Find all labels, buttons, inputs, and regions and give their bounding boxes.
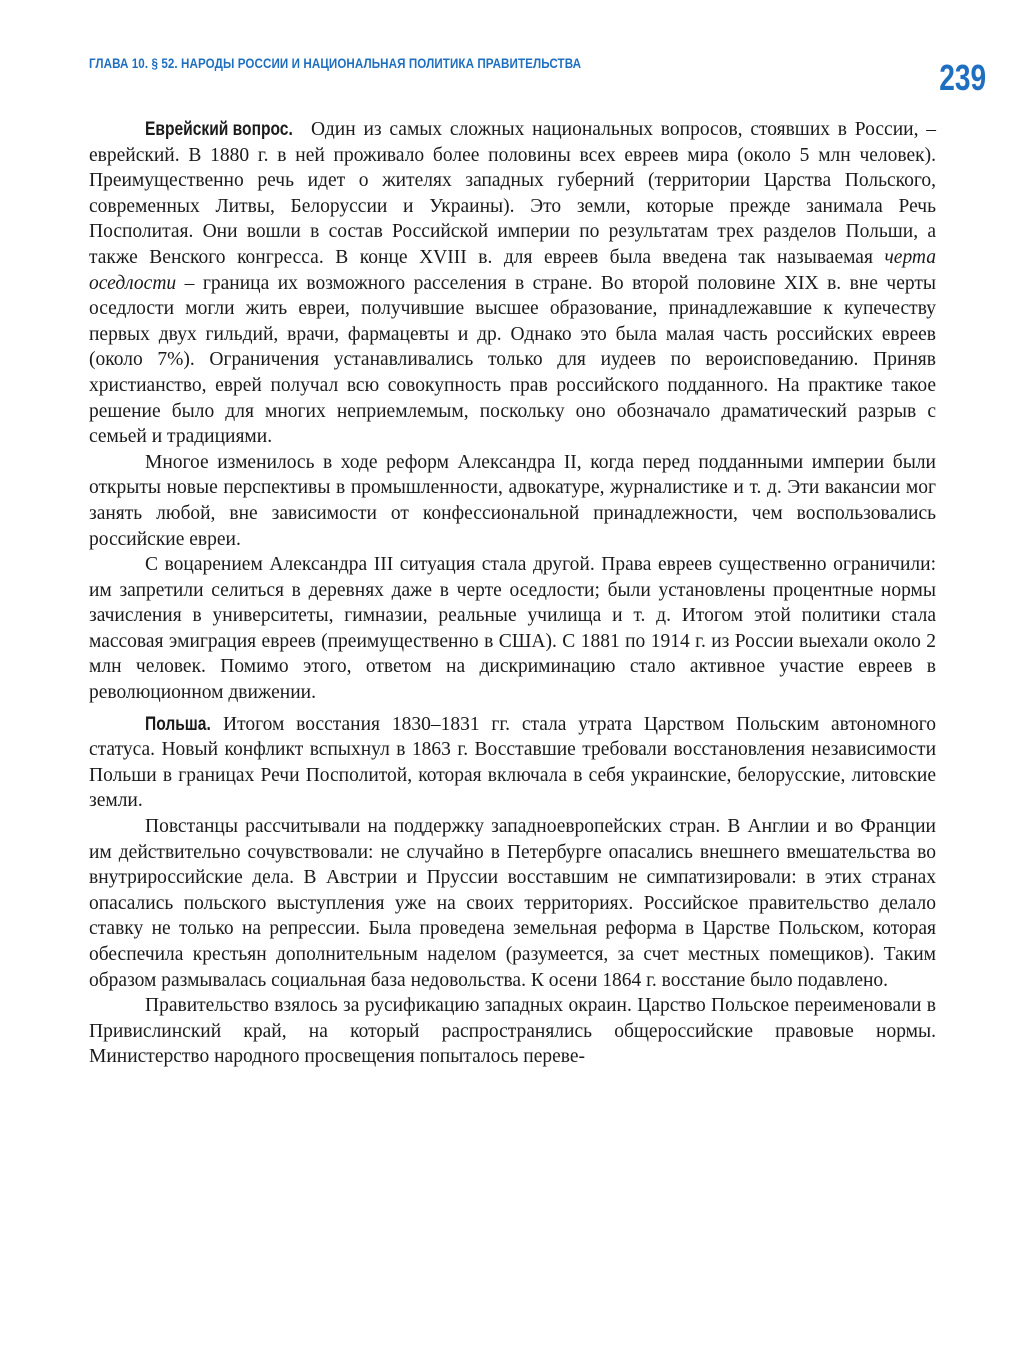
section-heading-poland: Польша.: [145, 713, 211, 735]
term-pale-of-settlement: черта оседлости: [89, 246, 937, 294]
paragraph-text: Итогом восстания 1830–1831 гг. стала утрата Царством Польским автономного статуса. Новый конфликт вспыхнул в 1863 г. Восставшие требовали восстановления независимости Польши в границах Речи Посполитой, которая включала в себя украинские, белорусские, литовские земли.: [89, 713, 936, 812]
page-number: 239: [939, 57, 986, 98]
paragraph-text: – граница их возможного расселения в стране. Во второй половине XIX в. вне черты оседлости могли жить евреи, получившие высшее образование, принадлежавшие к купечеству первых двух гильдий, врачи, фармацевты и др. Однако это была малая часть российских евреев (около 7%). Ограничения устанавливались только для иудеев по вероисповеданию. Приняв христианство, еврей получал всю совокупность прав российского подданного. На практике такое решение было для многих неприемлемым, поскольку оно обозначало драматический разрыв с семьей и традициями.: [89, 272, 937, 448]
paragraph: [89, 117, 936, 450]
running-header: ГЛАВА 10. § 52. НАРОДЫ РОССИИ И НАЦИОНАЛЬНАЯ ПОЛИТИКА ПРАВИТЕЛЬСТВА: [89, 56, 582, 71]
paragraph-text: Один из самых сложных национальных вопросов, стоявших в России, – еврейский. В 1880 г. в ней проживало более половины всех евреев мира (около 5 млн человек). Преимущественно речь идет о жителях западных губерний (территории Царства Польского, современных Литвы, Белоруссии и Украины). Это земли, которые прежде занимала Речь Посполитая. Они вошли в состав Российской империи по результатам трех разделов Польши, а также Венского конгресса. В конце XVIII в. для евреев была введена так называемая: [89, 119, 936, 268]
paragraph: Правительство взялось за русификацию западных окраин. Царство Польское переименовали в Привислинский край, на который распространялись общероссийские правовые нормы. Министерство народного просвещения попыталось переве-: [89, 995, 936, 1068]
page-body: [89, 117, 936, 1070]
paragraph: Повстанцы рассчитывали на поддержку западноевропейских стран. В Англии и во Франции им действительно сочувствовали: не случайно в Петербурге опасались внешнего вмешательства во внутрироссийские дела. В Австрии и Пруссии восставшим не симпатизировали: в этих странах опасались польского выступления уже на своих территориях. Российское правительство делало ставку не только на репрессии. Была проведена земельная реформа в Царстве Польском, которая обеспечила крестьян дополнительным наделом (разумеется, за счет местных помещиков). Таким образом размывалась социальная база недовольства. К осени 1864 г. восстание было подавлено.: [89, 816, 936, 991]
paragraph: Многое изменилось в ходе реформ Александра II, когда перед подданными империи были открыты новые перспективы в промышленности, адвокатуре, журналистике и т. д. Эти вакансии мог занять любой, вне зависимости от конфессиональной принадлежности, чем воспользовались российские евреи.: [89, 451, 936, 550]
paragraph: С воцарением Александра III ситуация стала другой. Права евреев существенно ограничили: им запретили селиться в деревнях даже в черте оседлости; были установлены процентные нормы зачисления в университеты, гимназии, реальные училища и т. д. Итогом этой политики стала массовая эмиграция евреев (преимущественно в США). С 1881 по 1914 г. из России выехали около 2 млн человек. Помимо этого, ответом на дискриминацию стало активное участие евреев в революционном движении.: [89, 554, 936, 704]
section-heading-jewish-question: Еврейский вопрос.: [145, 119, 293, 140]
paragraph: [89, 712, 936, 814]
